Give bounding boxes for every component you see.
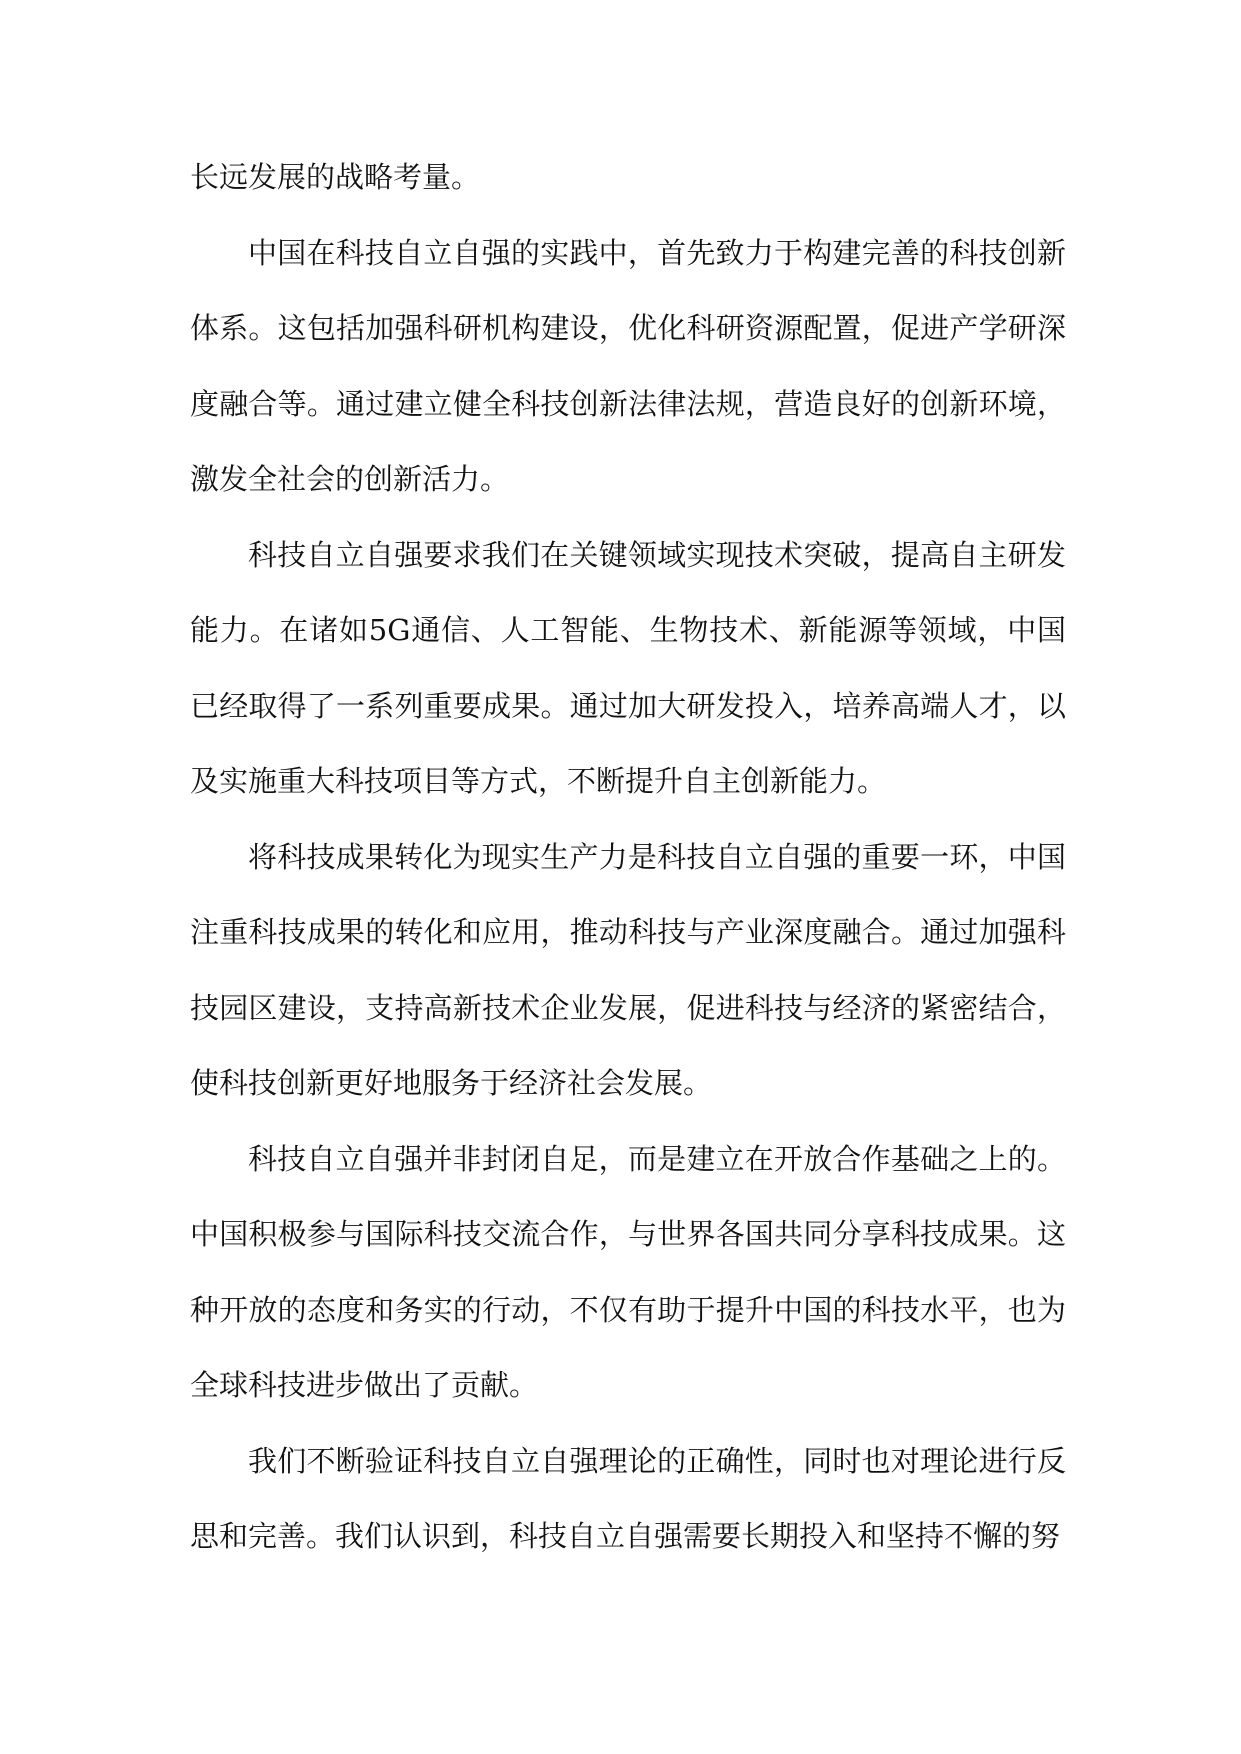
paragraph-key-breakthroughs: 科技自立自强要求我们在关键领域实现技术突破，提高自主研发能力。在诸如5G通信、人工智能、生物技术、新能源等领域，中国已经取得了一系列重要成果。通过加大研发投入，培养高端人才，以及实施重大科技项目等方式，不断提升自主创新能力。 [190, 537, 1066, 798]
paragraph-achievement-transformation: 将科技成果转化为现实生产力是科技自立自强的重要一环，中国注重科技成果的转化和应用，推动科技与产业深度融合。通过加强科技园区建设，支持高新技术企业发展，促进科技与经济的紧密结合，使科技创新更好地服务于经济社会发展。 [190, 839, 1066, 1100]
paragraph-theory-reflection: 我们不断验证科技自立自强理论的正确性，同时也对理论进行反思和完善。我们认识到，科技自立自强需要长期投入和坚持不懈的努 [190, 1443, 1066, 1553]
paragraph-continuation: 长远发展的战略考量。 [190, 160, 481, 194]
paragraph-innovation-system: 中国在科技自立自强的实践中，首先致力于构建完善的科技创新体系。这包括加强科研机构建设，优化科研资源配置，促进产学研深度融合等。通过建立健全科技创新法律法规，营造良好的创新环境，激发全社会的创新活力。 [190, 235, 1066, 496]
paragraph-open-cooperation: 科技自立自强并非封闭自足，而是建立在开放合作基础之上的。中国积极参与国际科技交流合作，与世界各国共同分享科技成果。这种开放的态度和务实的行动，不仅有助于提升中国的科技水平，也为全球科技进步做出了贡献。 [190, 1141, 1066, 1402]
document-body [190, 140, 1066, 1575]
